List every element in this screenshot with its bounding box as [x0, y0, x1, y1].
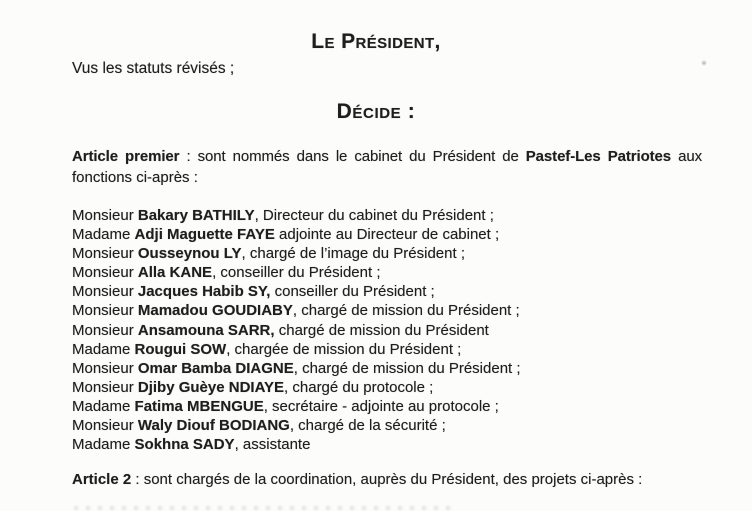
person-title: Monsieur [72, 302, 134, 320]
person-name: Fatima MBENGUE [134, 397, 264, 415]
party-name: Pastef-Les Patriotes [525, 148, 672, 165]
person-title: Monsieur [72, 359, 134, 377]
person-name: Ansamouna SARR, [137, 321, 275, 339]
person-role: , conseiller du Président ; [212, 264, 381, 282]
article-1-line-1 [72, 147, 702, 168]
preamble-line: Vus les statuts révisés ; [72, 60, 235, 77]
appointment-line [72, 282, 712, 301]
person-name: Omar Bamba DIAGNE [137, 359, 294, 377]
appointment-line [72, 301, 712, 320]
person-role: adjointe au Directeur de cabinet ; [274, 226, 500, 244]
person-role: , Directeur du cabinet du Président ; [254, 207, 494, 224]
person-name: Bakary BATHILY [137, 207, 255, 224]
page-bottom-cutoff-artifact [74, 506, 454, 510]
person-title: Monsieur [72, 283, 134, 301]
article-2-label: Article 2 [72, 471, 132, 488]
appointment-line [72, 321, 712, 340]
person-title: Monsieur [72, 207, 134, 224]
appointment-line [72, 359, 712, 378]
person-title: Monsieur [72, 245, 134, 263]
person-role: chargé de mission du Président [274, 321, 489, 339]
decide-heading: Décide : [336, 100, 416, 123]
person-name: Sokhna SADY [134, 436, 235, 454]
article-1 [72, 147, 702, 188]
article-1-line-2: fonctions ci-après : [72, 168, 198, 186]
appointment-line [72, 378, 712, 397]
person-title: Madame [72, 436, 131, 454]
scan-speck-artifact [702, 61, 706, 65]
appointment-line [72, 416, 712, 435]
article-1-body: sont nommés dans le cabinet du Président de [197, 148, 519, 165]
article-1-tail: aux [678, 148, 702, 165]
person-title: Madame [72, 397, 131, 415]
person-role: , chargé de l’image du Président ; [241, 245, 465, 263]
appointment-line [72, 435, 712, 454]
article-1-label: Article premier [72, 148, 180, 165]
person-title: Monsieur [72, 321, 134, 339]
person-name: Jacques Habib SY, [137, 283, 271, 301]
appointments-list [72, 206, 712, 454]
person-role: , chargé du protocole ; [284, 378, 434, 396]
person-name: Adji Maguette FAYE [134, 226, 275, 244]
person-name: Rougui SOW [134, 340, 227, 358]
appointment-line [72, 244, 712, 263]
person-name: Alla KANE [137, 264, 213, 282]
person-title: Monsieur [72, 417, 134, 435]
person-name: Ousseynou LY [137, 245, 242, 263]
article-1-separator: : [179, 148, 198, 165]
appointment-line [72, 340, 712, 359]
person-role: , chargé de mission du Président ; [292, 302, 520, 320]
person-name: Waly Diouf BODIANG [137, 417, 290, 435]
person-role: , secrétaire - adjointe au protocole ; [263, 397, 499, 415]
article-2 [72, 470, 722, 490]
person-role: , chargé de mission du Président ; [293, 359, 521, 377]
appointment-line [72, 206, 712, 225]
person-role: , chargée de mission du Président ; [226, 340, 462, 358]
person-role: , chargé de la sécurité ; [289, 417, 446, 435]
person-title: Madame [72, 226, 131, 244]
person-role: , assistante [234, 436, 311, 454]
appointment-line [72, 263, 712, 282]
person-role: conseiller du Président ; [270, 283, 435, 301]
appointment-line [72, 397, 712, 416]
appointment-line [72, 225, 712, 244]
person-title: Monsieur [72, 378, 134, 396]
person-title: Madame [72, 340, 131, 358]
person-title: Monsieur [72, 264, 134, 282]
person-name: Djiby Guèye NDIAYE [137, 378, 285, 396]
article-2-text: : sont chargés de la coordination, auprès du Président, des projets ci-après : [131, 471, 643, 488]
person-name: Mamadou GOUDIABY [137, 302, 293, 320]
document-heading: Le Président, [311, 30, 441, 53]
